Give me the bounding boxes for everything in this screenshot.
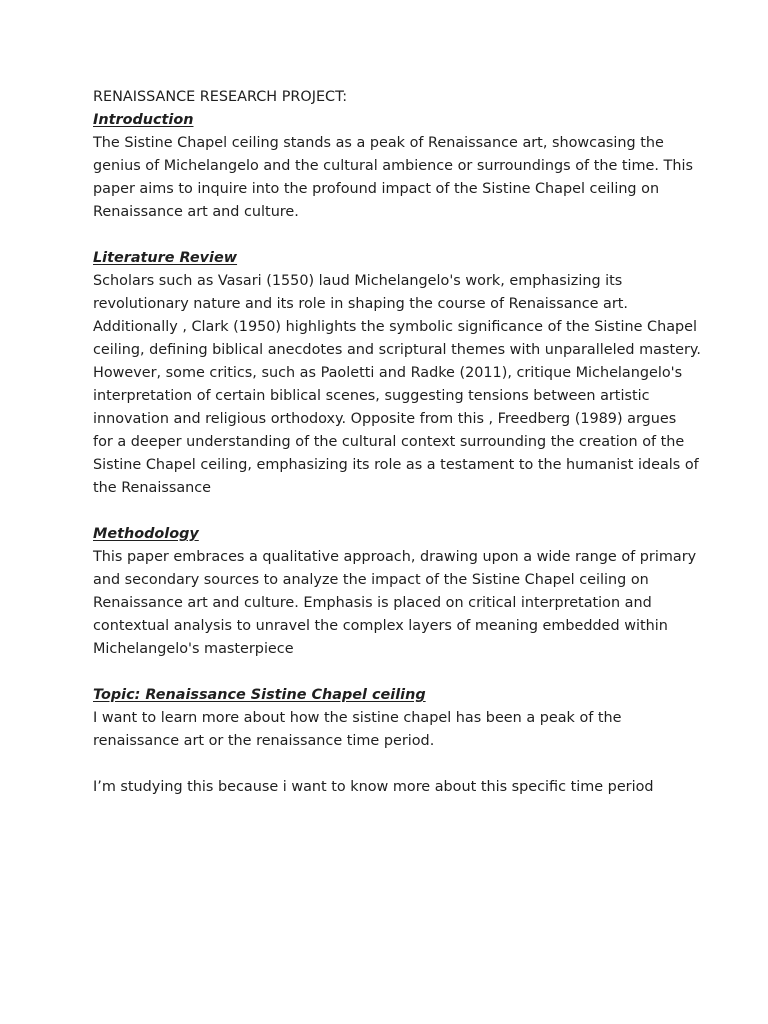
- paragraph-spacer: [93, 661, 683, 684]
- methodology-section: [93, 523, 697, 661]
- literature-review-line: revolutionary nature and its role in shaping the course of Renaissance art.: [93, 296, 628, 312]
- introduction-line: Renaissance art and culture.: [93, 204, 299, 220]
- literature-review-line: the Renaissance: [93, 480, 212, 496]
- methodology-heading: Methodology: [93, 526, 199, 542]
- introduction-line: genius of Michelangelo and the cultural ambience or surroundings of the time. This: [93, 158, 693, 174]
- literature-review-section: [93, 247, 701, 500]
- introduction-line: The Sistine Chapel ceiling stands as a peak of Renaissance art, showcasing the: [93, 135, 664, 151]
- topic-line: I want to learn more about how the sistine chapel has been a peak of the: [93, 710, 622, 726]
- literature-review-line: Scholars such as Vasari (1550) laud Michelangelo's work, emphasizing its: [93, 273, 623, 289]
- topic-line: renaissance art or the renaissance time period.: [93, 733, 435, 749]
- literature-review-line: ceiling, defining biblical anecdotes and scriptural themes with unparalleled mastery.: [93, 342, 701, 358]
- literature-review-line: innovation and religious orthodoxy. Opposite from this , Freedberg (1989) argues: [93, 411, 677, 427]
- topic-heading: Topic: Renaissance Sistine Chapel ceiling: [93, 687, 426, 703]
- introduction-line: paper aims to inquire into the profound impact of the Sistine Chapel ceiling on: [93, 181, 660, 197]
- introduction-heading: Introduction: [93, 112, 194, 128]
- topic-closing-line: I’m studying this because i want to know more about this specific time period: [93, 779, 654, 795]
- methodology-line: contextual analysis to unravel the complex layers of meaning embedded within: [93, 618, 668, 634]
- literature-review-line: for a deeper understanding of the cultural context surrounding the creation of the: [93, 434, 685, 450]
- literature-review-line: Sistine Chapel ceiling, emphasizing its role as a testament to the humanist ideals of: [93, 457, 699, 473]
- document-title: RENAISSANCE RESEARCH PROJECT:: [93, 89, 348, 105]
- paragraph-spacer: [93, 224, 683, 247]
- topic-section: [93, 684, 683, 799]
- literature-review-line: Additionally , Clark (1950) highlights the symbolic significance of the Sistine Chapel: [93, 319, 698, 335]
- methodology-line: and secondary sources to analyze the impact of the Sistine Chapel ceiling on: [93, 572, 649, 588]
- literature-review-line: However, some critics, such as Paoletti and Radke (2011), critique Michelangelo's: [93, 365, 683, 381]
- methodology-line: Michelangelo's masterpiece: [93, 641, 294, 657]
- literature-review-line: interpretation of certain biblical scenes, suggesting tensions between artistic: [93, 388, 650, 404]
- methodology-line: This paper embraces a qualitative approach, drawing upon a wide range of primary: [93, 549, 697, 565]
- document-page: [93, 86, 701, 799]
- introduction-section: [93, 109, 693, 224]
- methodology-line: Renaissance art and culture. Emphasis is placed on critical interpretation and: [93, 595, 652, 611]
- literature-review-heading: Literature Review: [93, 250, 238, 266]
- paragraph-spacer: [93, 500, 683, 523]
- paragraph-spacer: [93, 753, 683, 776]
